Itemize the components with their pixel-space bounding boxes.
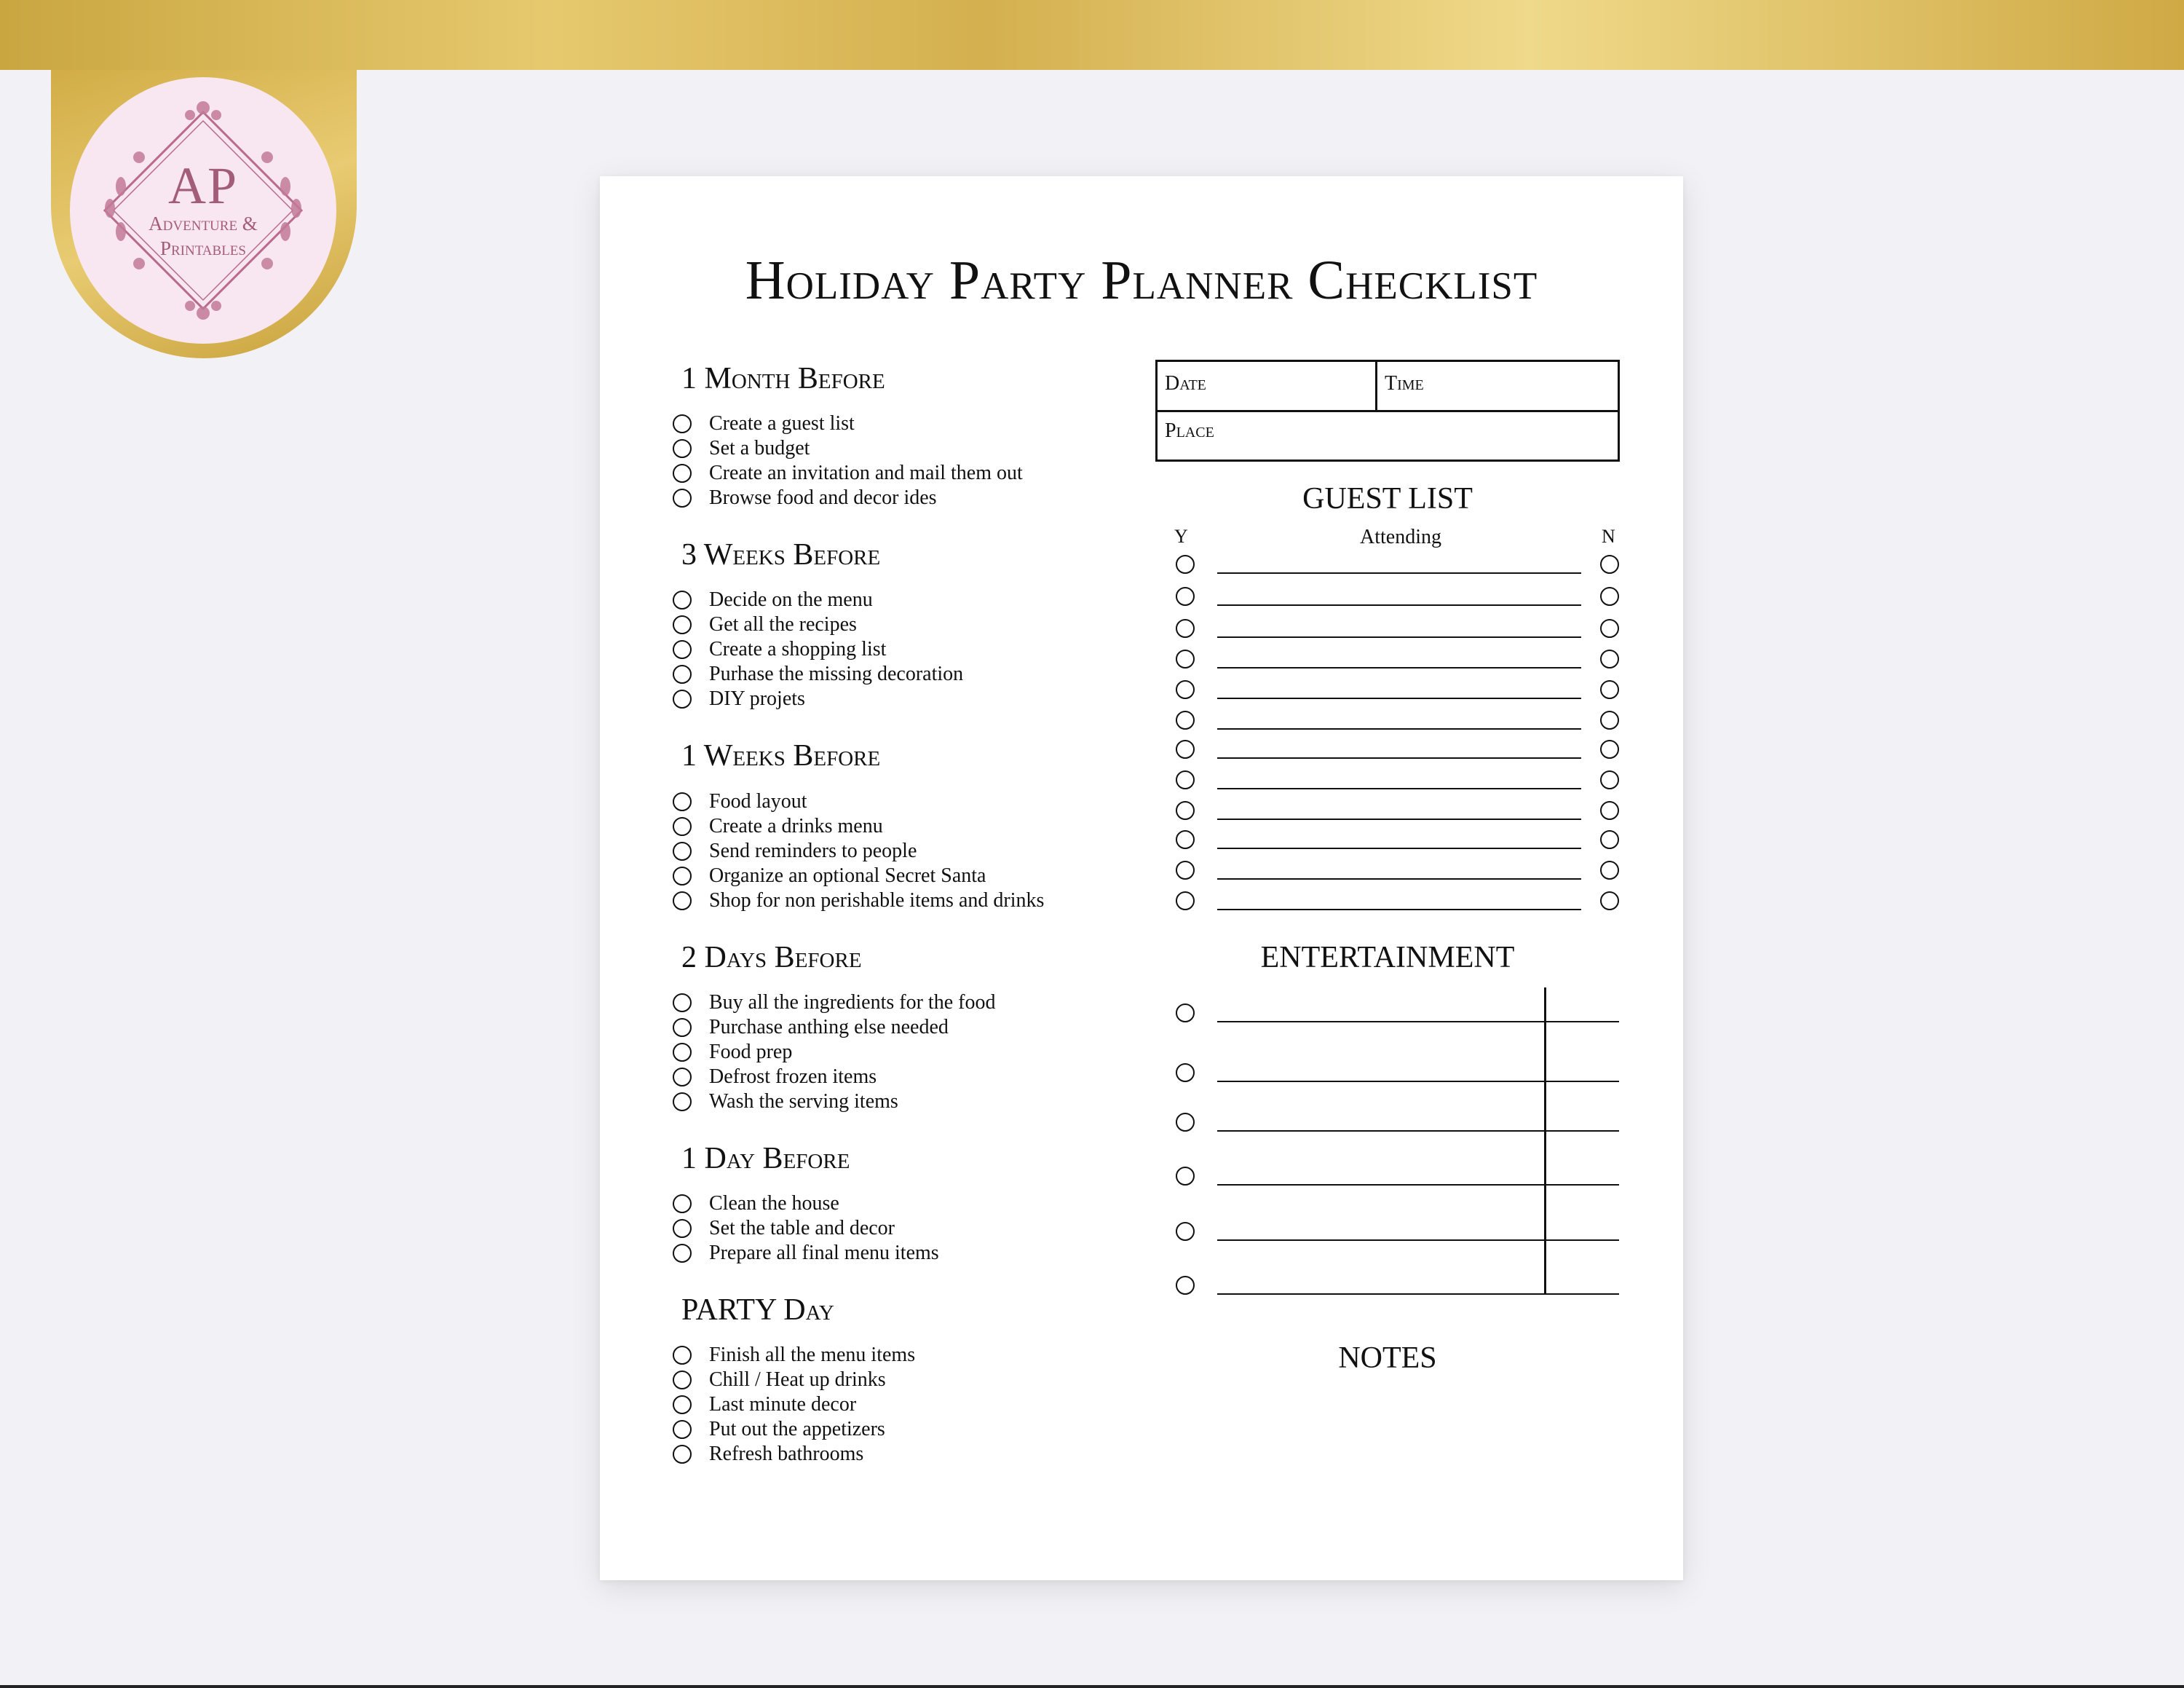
checklist-item-label: Shop for non perishable items and drinks <box>709 888 1045 912</box>
guest-row <box>600 830 1683 852</box>
checklist-item <box>673 436 1124 461</box>
guest-row <box>600 555 1683 577</box>
entertainment-side-line[interactable] <box>1546 1081 1619 1082</box>
checklist-item-label: Food layout <box>709 789 807 813</box>
checkbox-circle[interactable] <box>673 1092 692 1111</box>
logo-line-2: Printables <box>159 237 246 259</box>
checklist-item-label: Chill / Heat up drinks <box>709 1368 886 1392</box>
yes-column-label: Y <box>1174 526 1188 547</box>
checklist-item-label: Browse food and decor ides <box>709 486 937 510</box>
checklist-item-label: Food prep <box>709 1040 793 1063</box>
entertainment-line[interactable] <box>1217 1293 1546 1295</box>
checklist-section <box>673 1142 1124 1266</box>
checklist-item-label: Finish all the menu items <box>709 1344 916 1367</box>
gold-header-bar <box>0 0 2184 70</box>
logo-line-1: Adventure & <box>149 213 258 235</box>
logo-initials: AP <box>167 157 239 216</box>
entertainment-checkbox[interactable] <box>1176 1276 1195 1295</box>
checkbox-circle[interactable] <box>673 414 692 433</box>
guest-row <box>600 770 1683 792</box>
checklist-item <box>673 1368 1124 1392</box>
checklist-item-label: Get all the recipes <box>709 613 857 636</box>
guest-name-line[interactable] <box>1217 757 1581 759</box>
checklist-item-label: Send reminders to people <box>709 839 917 862</box>
entertainment-checkbox[interactable] <box>1176 1063 1195 1082</box>
guest-row <box>600 680 1683 702</box>
checklist-item-label: Refresh bathrooms <box>709 1443 864 1466</box>
checkbox-circle[interactable] <box>673 1420 692 1439</box>
checklist-item <box>673 1442 1124 1467</box>
entertainment-checkbox[interactable] <box>1176 1167 1195 1186</box>
checklist-item-label: Buy all the ingredients for the food <box>709 990 996 1014</box>
guest-no-checkbox[interactable] <box>1600 740 1619 759</box>
checklist-item <box>673 1040 1124 1065</box>
checklist-item-label: Wash the serving items <box>709 1089 898 1113</box>
entertainment-side-line[interactable] <box>1546 1293 1619 1295</box>
guest-name-line[interactable] <box>1217 878 1581 880</box>
checklist-item <box>673 1191 1124 1216</box>
guest-no-checkbox[interactable] <box>1600 770 1619 789</box>
checklist-item-label: Last minute decor <box>709 1393 857 1416</box>
checklist-item-label: Defrost frozen items <box>709 1065 877 1088</box>
checkbox-circle[interactable] <box>673 464 692 483</box>
guest-name-line[interactable] <box>1217 909 1581 910</box>
entertainment-row <box>600 1063 1683 1085</box>
guest-no-checkbox[interactable] <box>1600 801 1619 820</box>
checklist-item <box>673 1392 1124 1417</box>
checklist-item-label: Set a budget <box>709 437 810 460</box>
no-column-label: N <box>1602 526 1615 547</box>
section-heading: 1 Weeks Before <box>681 739 881 773</box>
checkbox-circle[interactable] <box>673 1194 692 1213</box>
entertainment-checkbox[interactable] <box>1176 1222 1195 1241</box>
checklist-item-label: Purhase the missing decoration <box>709 663 964 686</box>
entertainment-row <box>600 1113 1683 1135</box>
checklist-item-label: Create a shopping list <box>709 638 887 661</box>
guest-yes-checkbox[interactable] <box>1176 740 1195 759</box>
section-heading: 1 Month Before <box>681 362 885 395</box>
guest-yes-checkbox[interactable] <box>1176 619 1195 638</box>
checkbox-circle[interactable] <box>673 439 692 458</box>
guest-no-checkbox[interactable] <box>1600 711 1619 730</box>
guest-row <box>600 861 1683 883</box>
date-field[interactable]: Date <box>1158 362 1377 410</box>
guest-no-checkbox[interactable] <box>1600 650 1619 669</box>
guest-no-checkbox[interactable] <box>1600 680 1619 699</box>
entertainment-side-line[interactable] <box>1546 1130 1619 1132</box>
checklist-item <box>673 411 1124 436</box>
entertainment-line[interactable] <box>1217 1081 1546 1082</box>
guest-name-line[interactable] <box>1217 728 1581 730</box>
guest-row <box>600 888 1683 913</box>
guest-yes-checkbox[interactable] <box>1176 830 1195 849</box>
attending-label: Attending <box>1360 526 1441 548</box>
guest-no-checkbox[interactable] <box>1600 555 1619 574</box>
checklist-item-label: Create a drinks menu <box>709 814 883 837</box>
guest-name-line[interactable] <box>1217 788 1581 789</box>
entertainment-row <box>600 1276 1683 1298</box>
entertainment-side-line[interactable] <box>1546 1239 1619 1241</box>
checklist-item-label: Purchase anthing else needed <box>709 1015 949 1038</box>
section-heading: 1 Day Before <box>681 1141 850 1175</box>
entertainment-heading: ENTERTAINMENT <box>1260 941 1515 974</box>
guest-name-line[interactable] <box>1217 636 1581 638</box>
guest-list-heading: GUEST LIST <box>1302 482 1473 516</box>
guest-no-checkbox[interactable] <box>1600 619 1619 638</box>
checklist-section <box>673 941 1124 1114</box>
checkbox-circle[interactable] <box>673 1445 692 1464</box>
notes-heading: NOTES <box>1338 1341 1437 1375</box>
guest-name-line[interactable] <box>1217 572 1581 574</box>
section-heading: 2 Days Before <box>681 940 862 974</box>
entertainment-line[interactable] <box>1217 1021 1546 1022</box>
entertainment-checkbox[interactable] <box>1176 1113 1195 1132</box>
guest-name-line[interactable] <box>1217 698 1581 699</box>
guest-row <box>600 619 1683 641</box>
section-heading: 3 Weeks Before <box>681 538 881 572</box>
checkbox-circle[interactable] <box>673 1043 692 1062</box>
checkbox-circle[interactable] <box>673 1395 692 1414</box>
checklist-item-label: Put out the appetizers <box>709 1418 885 1441</box>
checklist-section <box>673 739 1124 912</box>
checklist-section <box>673 362 1124 510</box>
checklist-item-label: DIY projets <box>709 687 805 711</box>
time-field[interactable]: Time <box>1385 372 1424 395</box>
section-heading: PARTY Day <box>681 1293 834 1327</box>
checklist-item <box>673 1417 1124 1442</box>
guest-name-line[interactable] <box>1217 848 1581 849</box>
checklist-item <box>673 1089 1124 1114</box>
checklist-item <box>673 1241 1124 1266</box>
guest-no-checkbox[interactable] <box>1600 830 1619 849</box>
guest-name-line[interactable] <box>1217 667 1581 669</box>
guest-yes-checkbox[interactable] <box>1176 587 1195 606</box>
entertainment-line[interactable] <box>1217 1239 1546 1241</box>
guest-yes-checkbox[interactable] <box>1176 770 1195 789</box>
guest-row <box>600 740 1683 762</box>
checklist-item-label: Create an invitation and mail them out <box>709 462 1023 485</box>
guest-row <box>600 587 1683 609</box>
guest-yes-checkbox[interactable] <box>1176 861 1195 880</box>
guest-name-line[interactable] <box>1217 819 1581 820</box>
checkbox-circle[interactable] <box>673 489 692 508</box>
checklist-item <box>673 1343 1124 1368</box>
guest-row <box>600 650 1683 671</box>
guest-yes-checkbox[interactable] <box>1176 680 1195 699</box>
guest-yes-checkbox[interactable] <box>1176 711 1195 730</box>
entertainment-row <box>600 1222 1683 1244</box>
entertainment-line[interactable] <box>1217 1184 1546 1186</box>
bottom-rule <box>0 1685 2184 1688</box>
entertainment-row <box>600 1167 1683 1188</box>
checklist-item-label: Decide on the menu <box>709 588 873 612</box>
entertainment-line[interactable] <box>1217 1130 1546 1132</box>
checklist-item <box>673 461 1124 486</box>
planner-sheet <box>600 176 1683 1580</box>
checklist-item-label: Clean the house <box>709 1191 839 1215</box>
guest-no-checkbox[interactable] <box>1600 861 1619 880</box>
guest-yes-checkbox[interactable] <box>1176 650 1195 669</box>
guest-yes-checkbox[interactable] <box>1176 801 1195 820</box>
guest-name-line[interactable] <box>1217 604 1581 606</box>
checkbox-circle[interactable] <box>673 1244 692 1263</box>
checklist-item-label: Create a guest list <box>709 412 855 435</box>
guest-no-checkbox[interactable] <box>1600 587 1619 606</box>
entertainment-row <box>600 1003 1683 1025</box>
guest-row <box>600 801 1683 823</box>
guest-yes-checkbox[interactable] <box>1176 555 1195 574</box>
entertainment-side-line[interactable] <box>1546 1021 1619 1022</box>
entertainment-divider <box>1544 987 1546 1293</box>
checkbox-circle[interactable] <box>673 1370 692 1389</box>
event-info-box <box>1155 360 1620 462</box>
guest-row <box>600 711 1683 733</box>
checklist-column <box>673 362 1124 1494</box>
checklist-item <box>673 486 1124 510</box>
entertainment-side-line[interactable] <box>1546 1184 1619 1186</box>
checkbox-circle[interactable] <box>673 1346 692 1365</box>
page-title: Holiday Party Planner Checklist <box>745 250 1538 311</box>
checklist-item-label: Organize an optional Secret Santa <box>709 864 986 887</box>
place-field[interactable]: Place <box>1165 419 1214 442</box>
checklist-item-label: Set the table and decor <box>709 1216 895 1239</box>
checklist-item-label: Prepare all final menu items <box>709 1241 939 1264</box>
guest-yes-checkbox[interactable] <box>1176 891 1195 910</box>
entertainment-checkbox[interactable] <box>1176 1003 1195 1022</box>
brand-logo <box>70 77 336 344</box>
checklist-section <box>673 1293 1124 1467</box>
guest-no-checkbox[interactable] <box>1600 891 1619 910</box>
